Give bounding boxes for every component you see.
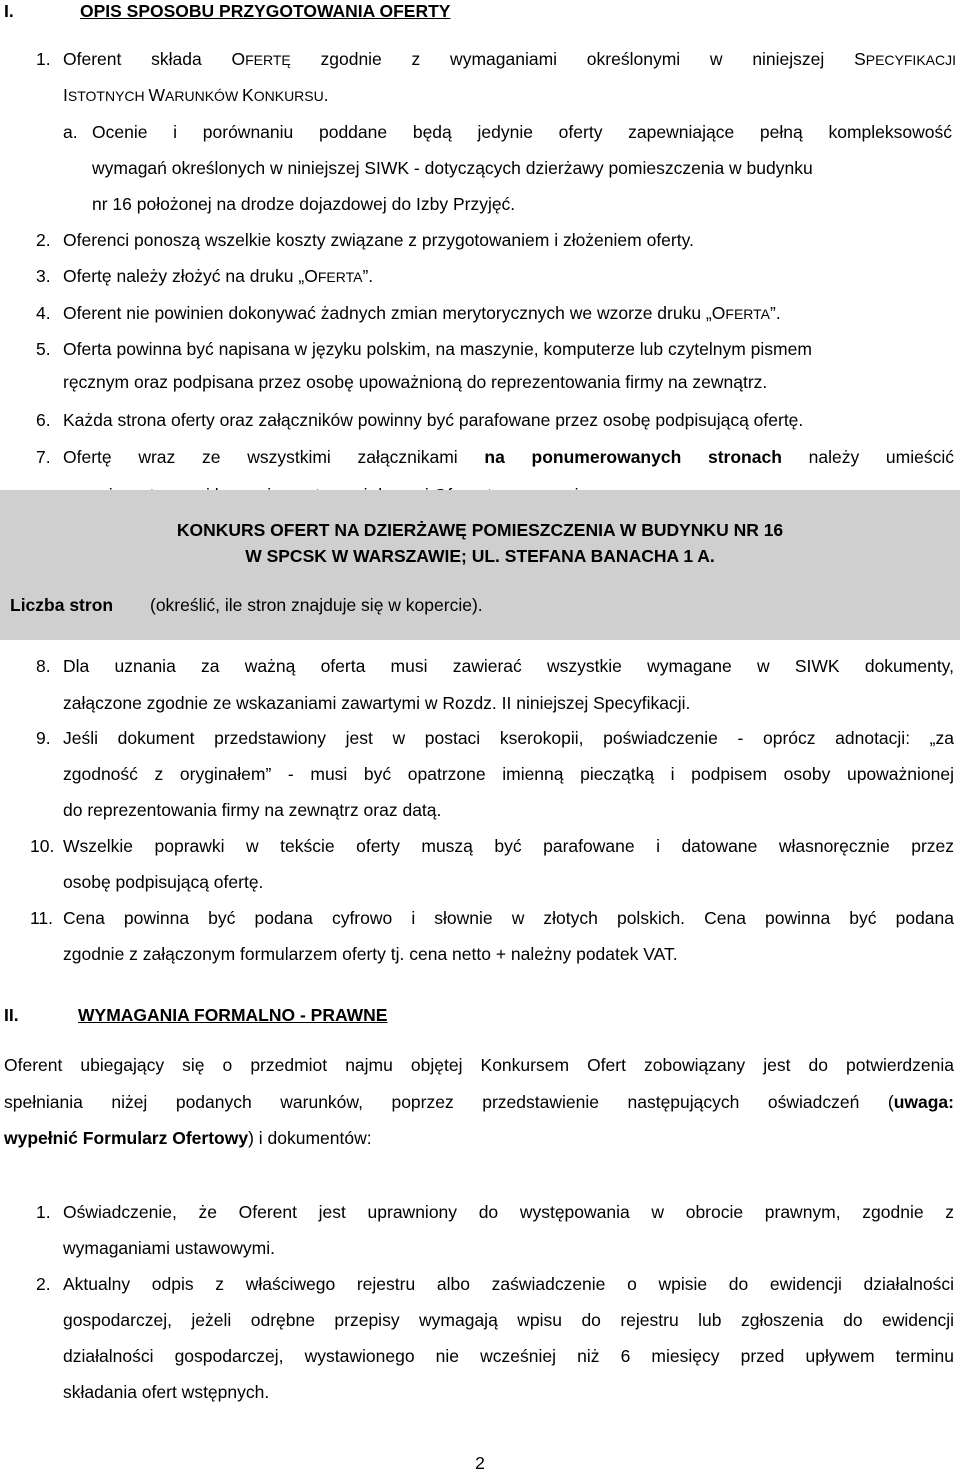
list-item-text: zgodność z oryginałem” - musi być opatrzone imienną pieczątką i podpisem osoby upoważnionej <box>63 764 954 784</box>
list-item-text: nr 16 położonej na drodze dojazdowej do Izby Przyjęć. <box>92 194 516 214</box>
item-number: 7. <box>36 447 51 467</box>
list-item-text: Oferent składa OFERTĘ zgodnie z wymaganiami określonymi w niniejszej SPECYFIKACJI <box>63 49 956 69</box>
list-item-text: Każda strona oferty oraz załączników powinny być parafowane przez osobę podpisującą ofertę. <box>63 410 804 430</box>
item-number: 10. <box>30 836 55 856</box>
list-item-text: składania ofert wstępnych. <box>63 1382 270 1402</box>
list-item-text: działalności gospodarczej, wystawionego nie wcześniej niż 6 miesięcy przed upływem terminu <box>63 1346 954 1366</box>
list-item-text: wymaganiami ustawowymi. <box>63 1238 276 1258</box>
item-number: 8. <box>36 656 51 676</box>
item-number: 2. <box>36 1274 51 1294</box>
item-number: 4. <box>36 303 51 323</box>
list-item-text: osobę podpisującą ofertę. <box>63 872 264 892</box>
paragraph-line: wypełnić Formularz Ofertowy) i dokumentów: <box>4 1128 372 1148</box>
list-item-text: wymagań określonych w niniejszej SIWK - dotyczących dzierżawy pomieszczenia w budynku <box>92 158 813 178</box>
list-item-text: Ocenie i porównaniu poddane będą jedynie oferty zapewniające pełną kompleksowość <box>92 122 952 142</box>
item-number: 1. <box>36 49 51 69</box>
list-item-text: Cena powinna być podana cyfrowo i słownie w złotych polskich. Cena powinna być podana <box>63 908 954 928</box>
list-item-text: Jeśli dokument przedstawiony jest w postaci kserokopii, poświadczenie - oprócz adnotacji: „za <box>63 728 954 748</box>
list-item-text: Dla uznania za ważną oferta musi zawierać wszystkie wymagane w SIWK dokumenty, <box>63 656 954 676</box>
list-item-text: ręcznym oraz podpisana przez osobę upoważnioną do reprezentowania firmy na zewnątrz. <box>63 372 768 392</box>
item-number: 1. <box>36 1202 51 1222</box>
pages-label: Liczba stron <box>10 595 114 615</box>
list-item-text: załączone zgodnie ze wskazaniami zawartymi w Rozdz. II niniejszej Specyfikacji. <box>63 693 691 713</box>
page-number: 2 <box>475 1453 485 1473</box>
list-item-text: gospodarczej, jeżeli odrębne przepisy wymagają wpisu do rejestru lub zgłoszenia do ewidencji <box>63 1310 954 1330</box>
list-item-text: Ofertę wraz ze wszystkimi załącznikami na ponumerowanych stronach należy umieścić <box>63 447 954 467</box>
list-item-text: Oferta powinna być napisana w języku polskim, na maszynie, komputerze lub czytelnym pismem <box>63 339 812 359</box>
item-number: 3. <box>36 266 51 286</box>
section-numeral: II. <box>4 1005 19 1025</box>
list-item-text: Oferent nie powinien dokonywać żadnych zmian merytorycznych we wzorze druku „OFERTA”. <box>63 303 781 323</box>
paragraph-line: spełniania niżej podanych warunków, poprzez przedstawienie następujących oświadczeń (uwaga: <box>4 1092 954 1112</box>
list-item-text: Aktualny odpis z właściwego rejestru albo zaświadczenie o wpisie do ewidencji działalności <box>63 1274 954 1294</box>
list-item-text: Wszelkie poprawki w tekście oferty muszą być parafowane i datowane własnoręcznie przez <box>63 836 954 856</box>
pages-note: (określić, ile stron znajduje się w kopercie). <box>150 595 483 615</box>
list-item-text: Oświadczenie, że Oferent jest uprawniony do występowania w obrocie prawnym, zgodnie z <box>63 1202 954 1222</box>
item-number: a. <box>63 122 78 142</box>
item-number: 5. <box>36 339 51 359</box>
section-title: WYMAGANIA FORMALNO - PRAWNE <box>78 1005 388 1025</box>
envelope-line-1: KONKURS OFERT NA DZIERŻAWĘ POMIESZCZENIA W BUDYNKU NR 16 <box>176 520 784 540</box>
item-number: 9. <box>36 728 51 748</box>
list-item-text: Ofertę należy złożyć na druku „OFERTA”. <box>63 266 374 286</box>
list-item-text: Oferenci ponoszą wszelkie koszty związane z przygotowaniem i złożeniem oferty. <box>63 230 694 250</box>
list-item-text: zgodnie z załączonym formularzem oferty tj. cena netto + należny podatek VAT. <box>63 944 678 964</box>
envelope-line-2: W SPCSK W WARSZAWIE; UL. STEFANA BANACHA 1 A. <box>245 546 715 566</box>
paragraph-line: Oferent ubiegający się o przedmiot najmu objętej Konkursem Ofert zobowiązany jest do potwierdzenia <box>4 1055 954 1075</box>
section-title: OPIS SPOSOBU PRZYGOTOWANIA OFERTY <box>80 1 451 21</box>
list-item-text: ISTOTNYCH WARUNKÓW KONKURSU. <box>63 85 329 105</box>
item-number: 2. <box>36 230 51 250</box>
item-number: 6. <box>36 410 51 430</box>
list-item-text: do reprezentowania firmy na zewnątrz oraz datą. <box>63 800 442 820</box>
item-number: 11. <box>30 908 54 928</box>
section-numeral: I. <box>4 1 14 21</box>
